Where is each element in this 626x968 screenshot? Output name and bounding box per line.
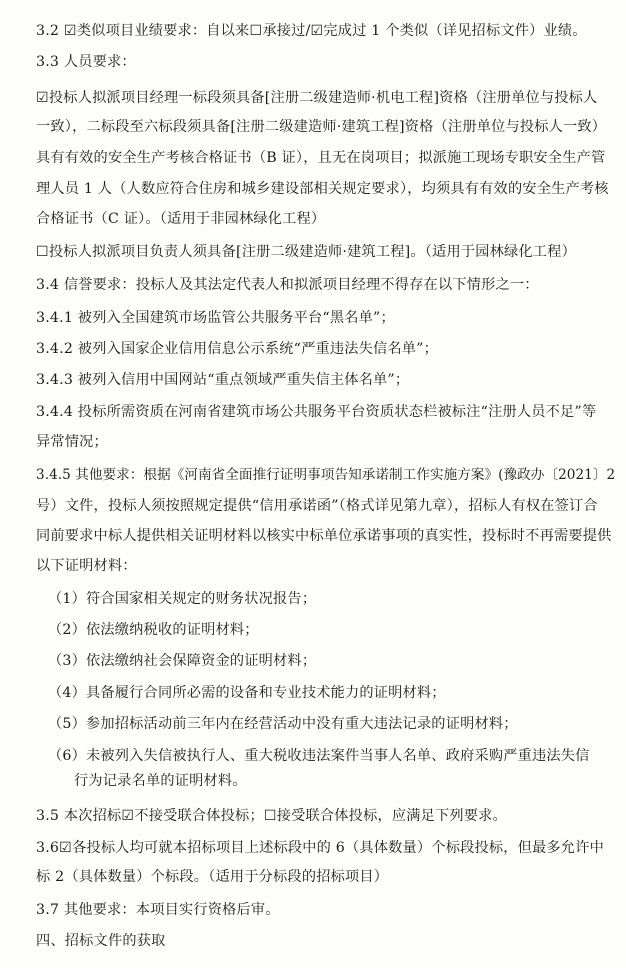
text-line-item-6-b: 行为记录名单的证明材料。 [74, 773, 247, 789]
text-line-personnel-2: 一致），二标段至六标段须具备[注册二级建造师·建筑工程]资格（注册单位与投标人一致） [36, 119, 607, 135]
text-line-item-4: （4）具备履行合同所必需的设备和专业技术能力的证明材料； [48, 685, 446, 701]
text-line-item-6-a: （6）未被列入失信被执行人、重大税收违法案件当事人名单、政府采购严重违法失信 [48, 748, 590, 764]
text-line-item-5: （5）参加招标活动前三年内在经营活动中没有重大违法记录的证明材料； [48, 716, 518, 732]
text-line-item-2: （2）依法缴纳税收的证明材料； [48, 622, 259, 638]
text-line-3-4-5-a: 3.4.5 其他要求：根据《河南省全面推行证明事项告知承诺制工作实施方案》(豫政办〔2021〕2 [36, 467, 616, 483]
text-line-personnel-4: 理人员 1 人（人数应符合住房和城乡建设部相关规定要求），均须具有有效的安全生产考核 [36, 181, 609, 197]
text-line-3-6-b: 标 2（具体数量）个标段。（适用于分标段的招标项目） [36, 869, 389, 885]
text-line-item-1: （1）符合国家相关规定的财务状况报告； [48, 591, 317, 607]
section-heading-4: 四、招标文件的获取 [36, 933, 166, 949]
text-line-personnel-1: ☑投标人拟派项目经理一标段须具备[注册二级建造师·机电工程]资格（注册单位与投标人 [36, 90, 598, 106]
text-line-personnel-3: 具有有效的安全生产考核合格证书（B 证），且无在岗项目；拟派施工现场专职安全生产管 [36, 150, 606, 166]
text-line-personnel-5: 合格证书（C 证）。（适用于非园林绿化工程） [36, 211, 326, 227]
text-line-3-4-4-b: 异常情况； [36, 434, 108, 450]
text-line-3-4-2: 3.4.2 被列入国家企业信用信息公示系统“严重违法失信名单”； [36, 341, 439, 357]
text-line-3-5: 3.5 本次招标☑不接受联合体投标；☐接受联合体投标，应满足下列要求。 [36, 808, 507, 824]
text-line-3-7: 3.7 其他要求：本项目实行资格后审。 [36, 902, 280, 918]
text-line-3-4-3: 3.4.3 被列入信用中国网站“重点领域严重失信主体名单”； [36, 372, 410, 388]
text-line-3-4: 3.4 信誉要求：投标人及其法定代表人和拟派项目经理不得存在以下情形之一： [36, 277, 539, 293]
text-line-landscape: ☐投标人拟派项目负责人须具备[注册二级建造师·建筑工程]。（适用于园林绿化工程） [36, 244, 576, 260]
text-line-3-2: 3.2 ☑类似项目业绩要求：自以来☐承接过/☑完成过 1 个类似（详见招标文件）业绩。 [36, 23, 587, 39]
text-line-3-4-5-c: 同前要求中标人提供相关证明材料以核实中标单位承诺事项的真实性，投标时不再需要提供 [36, 528, 612, 544]
text-line-3-3-heading: 3.3 人员要求： [36, 54, 136, 70]
text-line-3-4-4-a: 3.4.4 投标所需资质在河南省建筑市场公共服务平台资质状态栏被标注“注册人员不足”等 [36, 404, 597, 420]
text-line-3-4-5-d: 以下证明材料： [36, 558, 137, 574]
text-line-3-6-a: 3.6☑各投标人均可就本招标项目上述标段中的 6（具体数量）个标段投标，但最多允许中 [36, 840, 604, 856]
text-line-item-3: （3）依法缴纳社会保障资金的证明材料； [48, 653, 317, 669]
text-line-3-4-5-b: 号）文件，投标人须按照规定提供“信用承诺函”（格式详见第九章），招标人有权在签订合 [36, 498, 598, 514]
text-line-3-4-1: 3.4.1 被列入全国建筑市场监管公共服务平台“黑名单”； [36, 310, 395, 326]
